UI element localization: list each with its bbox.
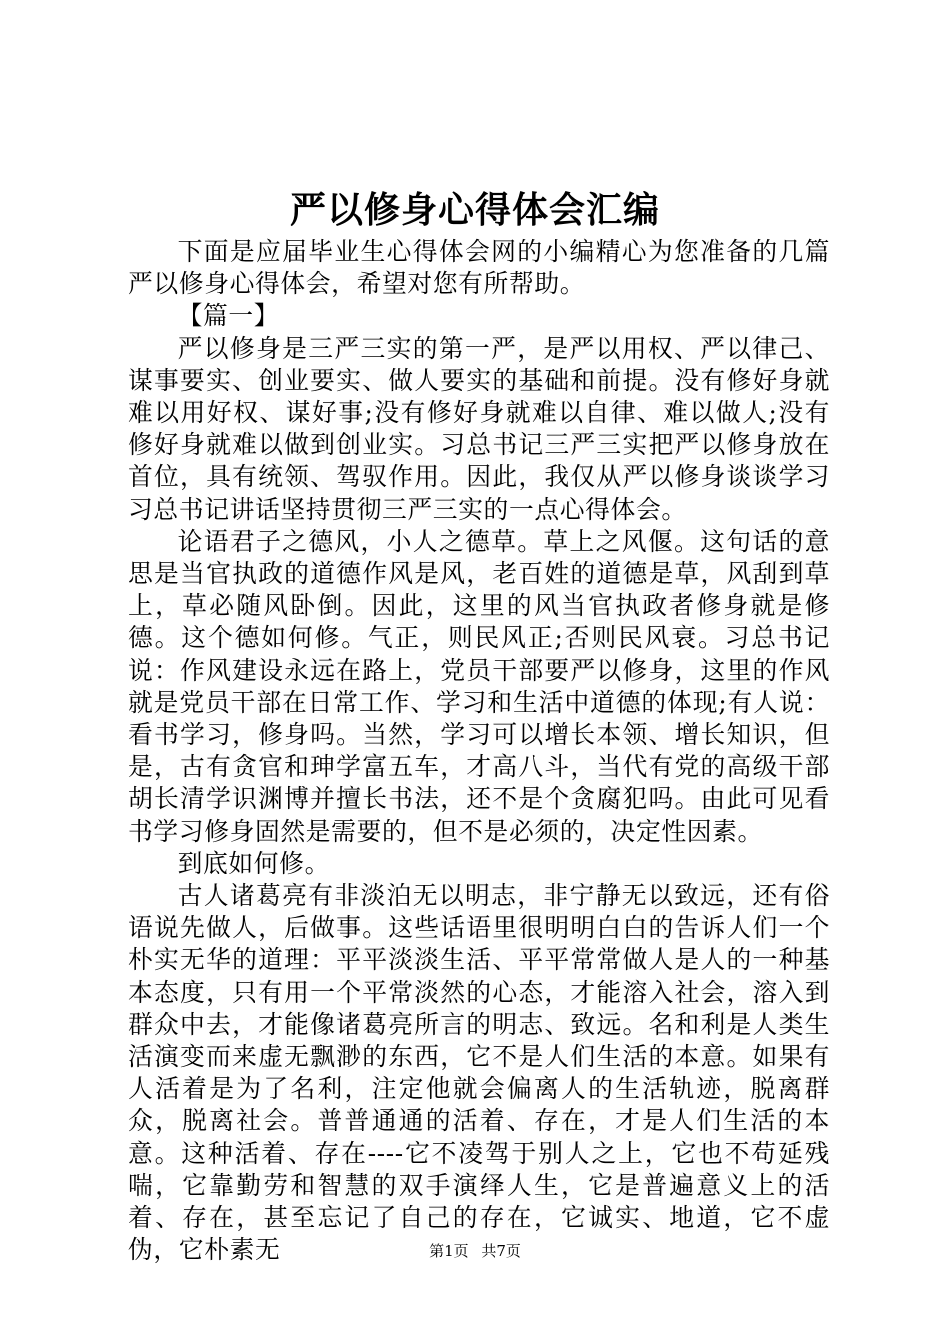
page-footer <box>0 1240 950 1262</box>
body-paragraph: 论语君子之德风，小人之德草。草上之风偃。这句话的意思是当官执政的道德作风是风，老百姓的道德是草，风刮到草上，草必随风卧倒。因此，这里的风当官执政者修身就是修德。这个德如何修。气正，则民风正;否则民风衰。习总书记说：作风建设永远在路上，党员干部要严以修身，这里的作风就是党员干部在日常工作、学习和生活中道德的体现;有人说：看书学习，修身吗。当然，学习可以增长本领、增长知识，但是，古有贪官和珅学富五车，才高八斗，当代有党的高级干部胡长清学识渊博并擅长书法，还不是个贪腐犯吗。由此可见看书学习修身固然是需要的，但不是必须的，决定性因素。 <box>128 526 830 846</box>
page-total: 共7页 <box>481 1242 521 1260</box>
body-paragraph: 严以修身是三严三实的第一严，是严以用权、严以律己、谋事要实、创业要实、做人要实的基础和前提。没有修好身就难以用好权、谋好事;没有修好身就难以自律、难以做人;没有修好身就难以做到创业实。习总书记三严三实把严以修身放在首位，具有统领、驾驭作用。因此，我仅从严以修身谈谈学习习总书记讲话坚持贯彻三严三实的一点心得体会。 <box>128 333 830 524</box>
intro-paragraph: 下面是应届毕业生心得体会网的小编精心为您准备的几篇严以修身心得体会，希望对您有所帮助。 <box>128 237 830 299</box>
body-paragraph: 到底如何修。 <box>177 848 330 878</box>
section-heading: 【篇一】 <box>177 301 280 331</box>
page-title: 严以修身心得体会汇编 <box>289 189 660 231</box>
page-number: 第1页 <box>429 1242 469 1260</box>
body-paragraph: 古人诸葛亮有非淡泊无以明志，非宁静无以致远，还有俗语说先做人，后做事。这些话语里很明明白白的告诉人们一个朴实无华的道理：平平淡淡生活、平平常常做人是人的一种基本态度，只有用一个平常淡然的心态，才能溶入社会，溶入到群众中去，才能像诸葛亮所言的明志、致远。名和利是人类生活演变而来虚无飘渺的东西，它不是人们生活的本意。如果有人活着是为了名利，注定他就会偏离人的生活轨迹，脱离群众，脱离社会。普普通通的活着、存在，才是人们生活的本意。这种活着、存在----它不凌驾于别人之上，它也不苟延残喘，它靠勤劳和智慧的双手演绎人生，它是普遍意义上的活着、存在，甚至忘记了自己的存在，它诚实、地道，它不虚伪，它朴素无 <box>128 881 830 1265</box>
document-body <box>128 236 830 1267</box>
